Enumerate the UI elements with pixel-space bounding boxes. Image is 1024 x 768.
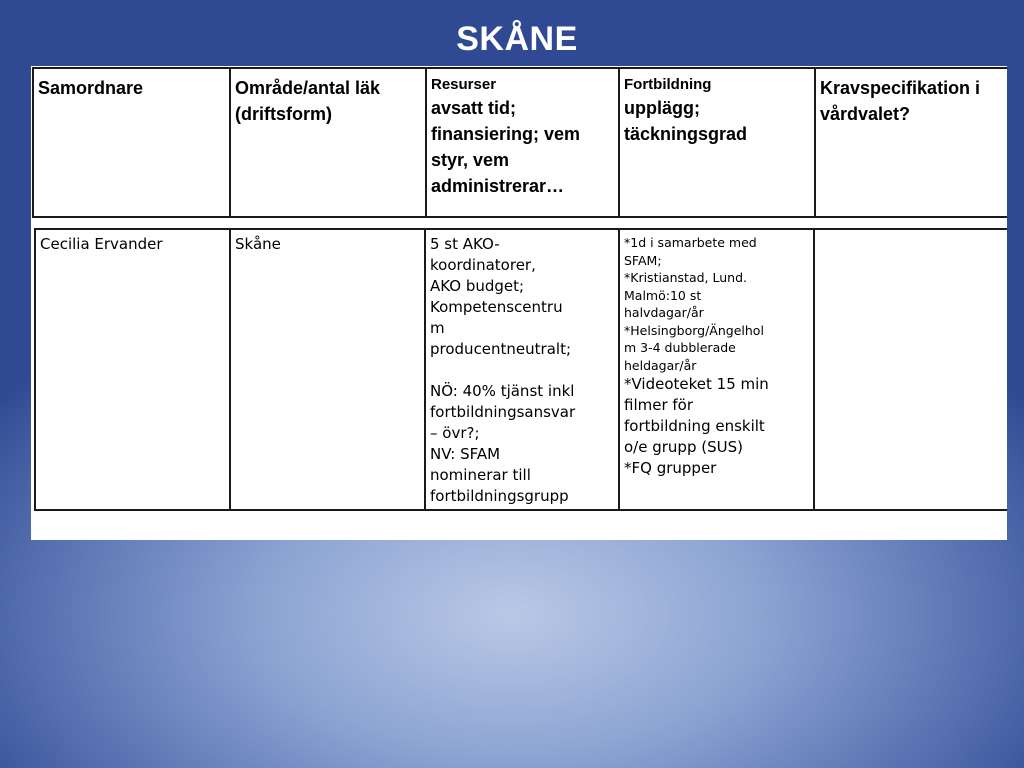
header-fortbildning xyxy=(619,68,815,217)
header-fortbildning-label: Fortbildning xyxy=(624,76,712,93)
resurser-line: producentneutralt; xyxy=(430,340,572,358)
cell-samordnare: Cecilia Ervander xyxy=(35,229,230,510)
resurser-line: m xyxy=(430,319,445,337)
resurser-line: – övr?; xyxy=(430,424,480,442)
header-resurser xyxy=(426,68,619,217)
header-fortbildning-text: upplägg; täckningsgrad xyxy=(624,98,748,144)
cell-omrade: Skåne xyxy=(230,229,425,510)
body-table xyxy=(34,228,1007,511)
header-table xyxy=(32,67,1007,218)
header-resurser-text: avsatt tid; finansiering; vem styr, vem administrerar… xyxy=(431,98,581,196)
fortbildning-line: o/e grupp (SUS) xyxy=(624,438,743,456)
header-samordnare: Samordnare xyxy=(33,68,230,217)
fortbildning-line: m 3-4 dubblerade xyxy=(624,340,736,355)
table-panel xyxy=(31,66,1007,540)
fortbildning-line: heldagar/år xyxy=(624,357,697,373)
resurser-spacer xyxy=(430,360,614,381)
fortbildning-line: SFAM; xyxy=(624,252,662,268)
fortbildning-line: *FQ grupper xyxy=(624,459,717,477)
fortbildning-line: *Videoteket 15 min xyxy=(624,375,769,393)
resurser-line: Kompetenscentru xyxy=(430,298,563,316)
resurser-line: fortbildningsansvar xyxy=(430,403,576,421)
fortbildning-line: fortbildning enskilt xyxy=(624,417,765,435)
cell-resurser xyxy=(425,229,619,510)
table-row xyxy=(35,229,1007,510)
cell-fortbildning xyxy=(619,229,814,510)
fortbildning-line: *Helsingborg/Ängelhol xyxy=(624,322,764,338)
resurser-line: AKO budget; xyxy=(430,277,525,295)
fortbildning-line: halvdagar/år xyxy=(624,305,704,320)
slide-title: SKÅNE xyxy=(456,20,578,58)
resurser-line: NÖ: 40% tjänst inkl xyxy=(430,382,575,400)
resurser-line: NV: SFAM xyxy=(430,445,501,463)
resurser-line: koordinatorer, xyxy=(430,256,536,274)
header-omrade: Område/antal läk (driftsform) xyxy=(230,68,426,217)
fortbildning-line: *Kristianstad, Lund. xyxy=(624,270,747,285)
resurser-line: nominerar till xyxy=(430,466,531,484)
fortbildning-line: Malmö:10 st xyxy=(624,287,702,303)
resurser-line: 5 st AKO- xyxy=(430,235,500,253)
header-row xyxy=(33,68,1007,217)
header-kravspecifikation: Kravspecifikation i vårdvalet? xyxy=(815,68,1007,217)
resurser-line: fortbildningsgrupp xyxy=(430,487,569,505)
cell-kravspecifikation xyxy=(814,229,1007,510)
header-resurser-label: Resurser xyxy=(431,76,497,93)
fortbildning-line: filmer för xyxy=(624,396,694,414)
fortbildning-line: *1d i samarbete med xyxy=(624,235,757,250)
